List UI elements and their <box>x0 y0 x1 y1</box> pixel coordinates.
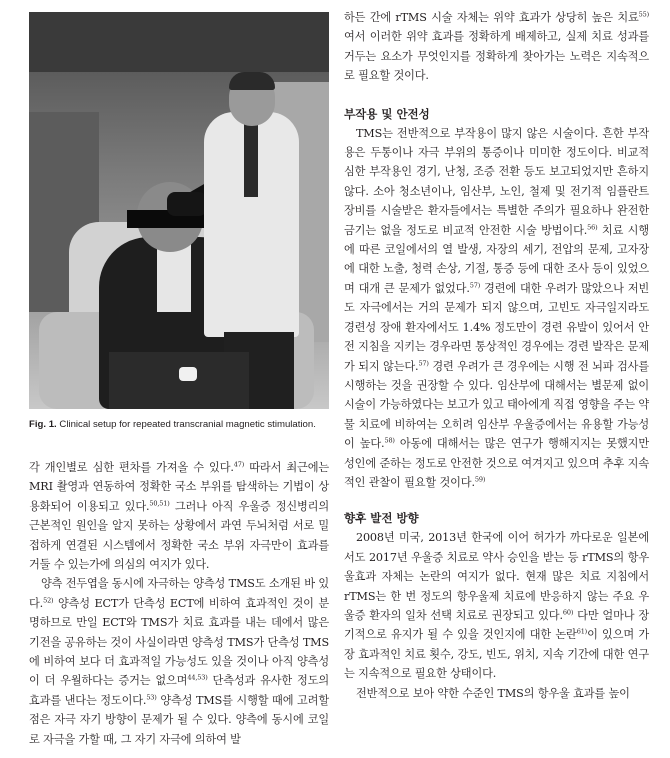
figure-caption-text: Clinical setup for repeated transcranial magnetic stimulation. <box>59 419 316 430</box>
left-paragraph-1: 각 개인별로 심한 편차를 가져올 수 있다.$^{47)}$ 따라서 최근에는 MRI 촬영과 연동하여 정확한 국소 부위를 탐색하는 기법이 상용화되어 이용되고 있다.$^{50,51)}$ 그러나 아직 우울증 정신병리의 근본적인 원인을 알지 못하는 상황에서 과연 두뇌처럼 서로 밀접하게 연결된 시스템에서 정확한 국소 부위 자극만이 효과를 거둘 수 있는가에 의심의 여지가 있다. <box>29 460 330 572</box>
left-paragraph-2: 양측 전두엽을 동시에 자극하는 양측성 TMS도 소개된 바 있다.$^{52)}$ 양측성 ECT가 단측성 ECT에 비하여 효과적인 것이 분명하므로 만일 ECT와 TMS가 치료 효과를 내는 데에서 많은 기전을 공유하는 것이 사실이라면 양측성 TMS가 단측성 TMS에 비하여 보다 더 효과적일 가능성도 있을 것이나 아직 양측성이 더 우월하다는 증거는 없으며$^{44,53)}$ 단측성과 유사한 정도의 효과를 낸다는 정도이다.$^{53)}$ 양측성 TMS를 시행할 때에 고려할 점은 자극 자기 방향이 문제가 될 수 있다. 양측에 동시에 코일로 자극을 가할 때, 그 자기 자극에 의하여 발 <box>29 577 330 746</box>
safety-paragraph: TMS는 전반적으로 부작용이 많지 않은 시술이다. 흔한 부작용은 두통이나 자극 부위의 통증이나 미미한 정도이다. 비교적 심한 부작용인 경기, 난청, 조증 전환 등도 보고되었지만 흔하지 않다. 소아 청소년이나, 임산부, 노인, 철제 및 전기적 임플란트 장비를 시술받은 환자들에서는 특별한 주의가 필요하나 완전한 금기는 없을 정도로 비교적 안전한 시술 방법이다.$^{56)}$ 치료 시행에 따른 코일에서의 열 발생, 자장의 세기, 전압의 문제, 고자장에 대한 노출, 청력 손상, 기절, 통증 등에 대한 조사 등이 있었으며 대개 큰 문제가 없었다.$^{57)}$ 경련에 대한 우려가 많았으나 저빈도 자극에서는 거의 문제가 되지 않으며, 고빈도 자극일지라도 경련성 장애 환자에서도 1.4% 정도만이 경련 유발이 있어서 안전 지침을 지키는 경우라면 통상적인 경우에는 경련 발작은 문제가 되지 않는다.$^{57)}$ 경련 우려가 큰 경우에는 시행 전 뇌파 검사를 시행하는 것을 권장할 수 있다. 임산부에 대해서는 별문제 없이 시술이 가능하였다는 보고가 있고 태아에게 직접 영향을 주는 약물 치료에 비하여는 오히려 임산부 우울증에서는 유용할 가능성이 높다.$^{58)}$ 아동에 대해서는 많은 연구가 행해지지는 못했지만 성인에 준하는 정도로 안전한 것으로 여겨지고 있으며 추후 지속적인 관찰이 필요할 것이다.$^{59)}$ <box>344 126 650 489</box>
right-column <box>344 8 649 703</box>
future-paragraph: 2008년 미국, 2013년 한국에 이어 허가가 까다로운 일본에서도 2017년 우울증 치료로 약사 승인을 받는 등 rTMS의 항우울효과 자체는 논란의 여지가 없다. 현재 많은 치료 지침에서 rTMS는 한 번 정도의 항우울제 치료에 반응하지 않는 주요 우울증 환자의 일차 선택 치료로 권장되고 있다.$^{60)}$ 다만 얼마나 장기적으로 유지가 될 수 있을 것인지에 대한 논란$^{61)}$이 있으며 가장 효과적인 치료 횟수, 강도, 빈도, 위치, 지속 기간에 대한 연구는 지속적으로 필요한 상태이다. <box>344 531 649 681</box>
figure <box>29 12 329 430</box>
section-heading-safety: 부작용 및 안전성 <box>344 106 430 121</box>
future-last-line: 전반적으로 보아 약한 수준인 TMS의 항우울 효과를 높이 <box>356 686 630 700</box>
figure-label: Fig. 1. <box>29 419 57 430</box>
figure-photo <box>29 12 329 409</box>
right-intro-paragraph: 하든 간에 rTMS 시술 자체는 위약 효과가 상당히 높은 치료$^{55)}$여서 이러한 위약 효과를 정확하게 배제하고, 실제 치료 성과를 거두는 요소가 무엇인지를 정확하게 찾아가는 노력은 지속적으로 필요할 것이다. <box>344 10 649 83</box>
figure-caption <box>29 418 339 431</box>
section-heading-future: 향후 발전 방향 <box>344 511 419 526</box>
left-column <box>29 458 329 749</box>
